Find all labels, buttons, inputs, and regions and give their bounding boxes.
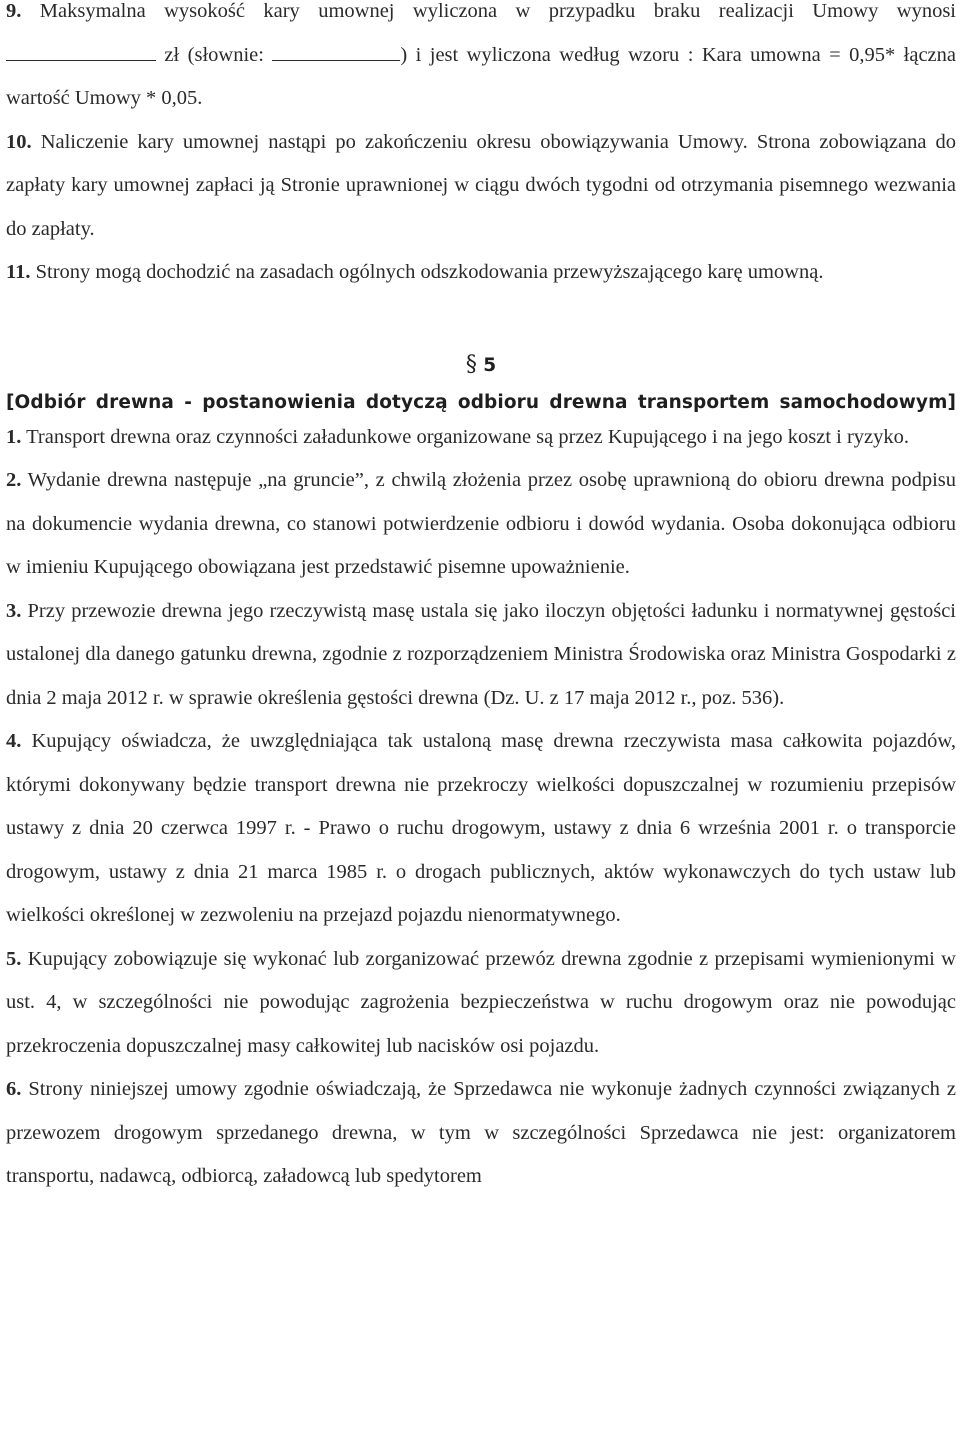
clause-9	[6, 0, 956, 121]
clause-number: 5.	[6, 947, 22, 970]
section-clause-5	[6, 938, 956, 1069]
section-heading	[6, 295, 956, 386]
clause-text: ) i jest wyliczona według wzoru : Kara umowna = 0,95* łączna wartość Umowy * 0,05.	[6, 43, 957, 109]
clause-text: Maksymalna wysokość kary umownej wyliczona w przypadku braku realizacji Umowy wynosi	[21, 0, 956, 22]
clause-text: Strony niniejszej umowy zgodnie oświadczają, że Sprzedawca nie wykonuje żadnych czynności związanych z przewozem drogowym sprzedanego drewna, w tym w szczególności Sprzedawca nie jest: organizatorem transportu, nadawcą, odbiorcą, załadowcą lub spedytorem	[6, 1078, 956, 1187]
clause-number: 6.	[6, 1078, 22, 1100]
clause-text: zł (słownie:	[156, 43, 273, 66]
clause-number: 1.	[6, 425, 22, 448]
clause-number: 11.	[6, 261, 31, 283]
clause-number: 3.	[6, 599, 22, 622]
section-clause-1	[6, 416, 956, 460]
section-symbol: §	[465, 351, 477, 377]
document-page	[6, 0, 956, 1199]
clause-text: Strony mogą dochodzić na zasadach ogólnych odszkodowania przewyższającego karę umowną.	[30, 261, 824, 283]
clause-number: 9.	[6, 0, 22, 22]
amount-blank-field[interactable]	[6, 42, 156, 61]
section-title: [Odbiór drewna - postanowienia dotyczą odbioru drewna transportem samochodowym]	[6, 391, 956, 413]
section-clause-4	[6, 720, 956, 938]
section-clause-3	[6, 590, 956, 721]
clause-number: 2.	[6, 469, 22, 491]
section-clause-6	[6, 1068, 956, 1199]
section-clause-2	[6, 459, 956, 590]
clause-10	[6, 121, 956, 252]
section-number: 5	[483, 354, 497, 376]
clause-text: Przy przewozie drewna jego rzeczywistą masę ustala się jako iloczyn objętości ładunku i normatywnej gęstości ustalonej dla danego gatunku drewna, zgodnie z rozporządzeniem Ministra Środowiska oraz Ministra Gospodarki z dnia 2 maja 2012 r. w sprawie określenia gęstości drewna (Dz. U. z 17 maja 2012 r., poz. 536).	[6, 599, 956, 709]
clause-number: 10.	[6, 130, 32, 153]
clause-text: Wydanie drewna następuje „na gruncie”, z chwilą złożenia przez osobę uprawnioną do obioru drewna podpisu na dokumencie wydania drewna, co stanowi potwierdzenie odbioru i dowód wydania. Osoba dokonująca odbioru w imieniu Kupującego obowiązana jest przedstawić pisemne upoważnienie.	[6, 469, 956, 578]
clause-text: Kupujący oświadcza, że uwzględniająca tak ustaloną masę drewna rzeczywista masa całkowita pojazdów, którymi dokonywany będzie transport drewna nie przekroczy wielkości dopuszczalnej w rozumieniu przepisów ustawy z dnia 20 czerwca 1997 r. - Prawo o ruchu drogowym, ustawy z dnia 6 września 2001 r. o transporcie drogowym, ustawy z dnia 21 marca 1985 r. o drogach publicznych, aktów wykonawczych do tych ustaw lub wielkości określonej w zezwoleniu na przejazd pojazdu nienormatywnego.	[6, 730, 956, 926]
clause-text: Naliczenie kary umownej nastąpi po zakończeniu okresu obowiązywania Umowy. Strona zobowiązana do zapłaty kary umownej zapłaci ją Stronie uprawnionej w ciągu dwóch tygodni od otrzymania pisemnego wezwania do zapłaty.	[6, 130, 956, 240]
clause-text: Kupujący zobowiązuje się wykonać lub zorganizować przewóz drewna zgodnie z przepisami wymienionymi w ust. 4, w szczególności nie powodując zagrożenia bezpieczeństwa w ruchu drogowym oraz nie powodując przekroczenia dopuszczalnej masy całkowitej lub nacisków osi pojazdu.	[6, 947, 956, 1057]
clause-number: 4.	[6, 730, 22, 752]
clause-11	[6, 251, 956, 295]
amount-in-words-blank-field[interactable]	[272, 42, 400, 61]
clause-text: Transport drewna oraz czynności załadunkowe organizowane są przez Kupującego i na jego koszt i ryzyko.	[21, 425, 910, 448]
